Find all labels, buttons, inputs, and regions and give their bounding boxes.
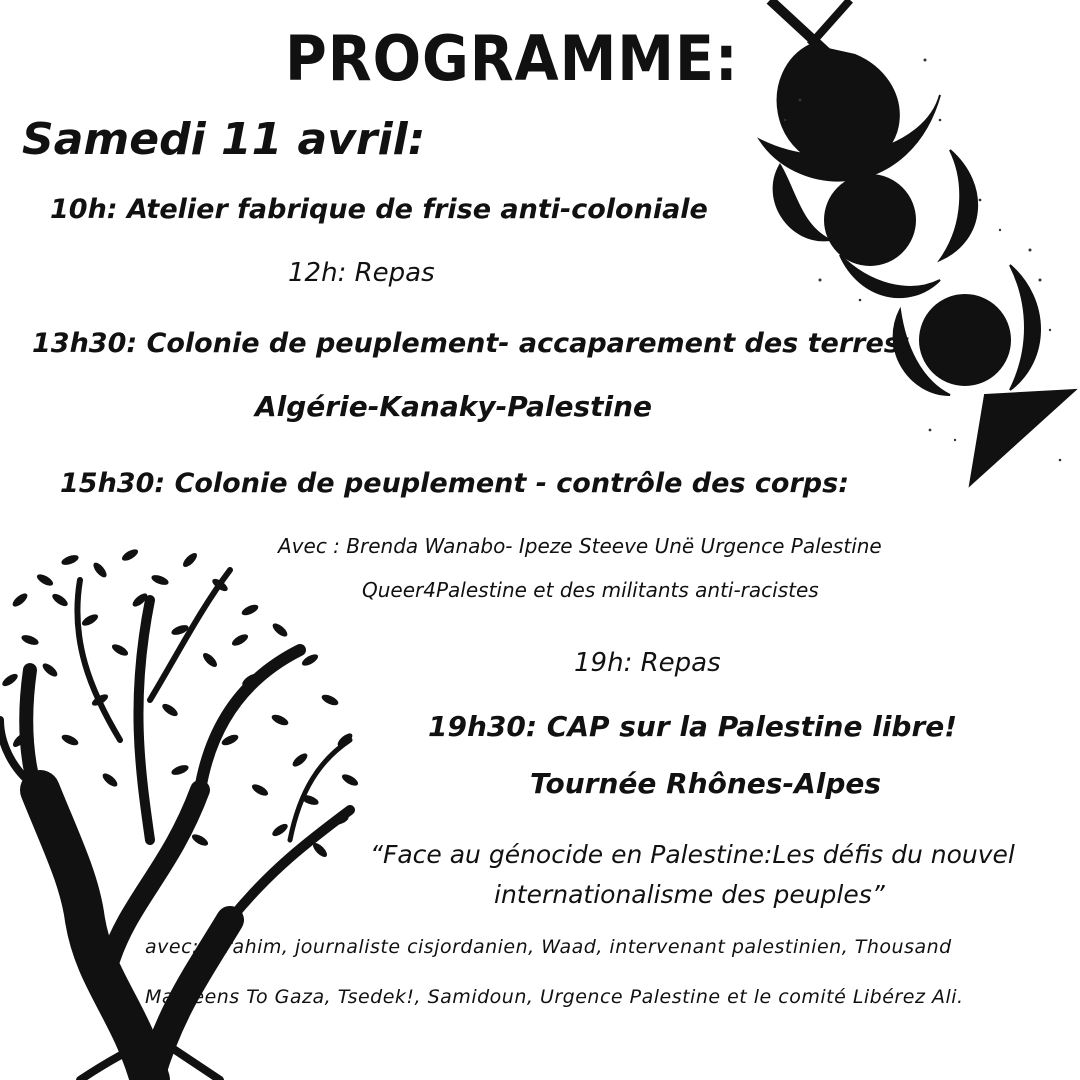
schedule-item-talk-land: 13h30: Colonie de peuplement- accaparement des terres: — [32, 328, 911, 359]
event-date: Samedi 11 avril: — [22, 114, 426, 165]
quote-line-2: internationalisme des peuples” — [494, 880, 885, 909]
page-title: PROGRAMME: — [285, 22, 739, 95]
speakers-line-2: Queer4Palestine et des militants anti-racistes — [362, 578, 819, 602]
schedule-item-talk-bodies: 15h30: Colonie de peuplement - contrôle des corps: — [60, 468, 849, 499]
schedule-item-workshop: 10h: Atelier fabrique de frise anti-coloniale — [50, 194, 708, 225]
schedule-item-lunch: 12h: Repas — [288, 258, 435, 288]
quote-line-1: “Face au génocide en Palestine:Les défis du nouvel — [370, 840, 1015, 869]
schedule-item-cap-palestine: 19h30: CAP sur la Palestine libre! — [428, 710, 958, 743]
amazigh-motif-icon — [740, 0, 1080, 500]
schedule-item-talk-land-places: Algérie-Kanaky-Palestine — [255, 390, 653, 423]
guests-line-2: Madleens To Gaza, Tsedek!, Samidoun, Urgence Palestine et le comité Libérez Ali. — [145, 986, 964, 1008]
guests-line-1: avec: Ibrahim, journaliste cisjordanien, Waad, intervenant palestinien, Thousand — [145, 936, 952, 958]
schedule-item-dinner: 19h: Repas — [574, 648, 721, 678]
speakers-line-1: Avec : Brenda Wanabo- Ipeze Steeve Unë Urgence Palestine — [278, 534, 882, 558]
schedule-item-tour: Tournée Rhônes-Alpes — [530, 767, 882, 800]
